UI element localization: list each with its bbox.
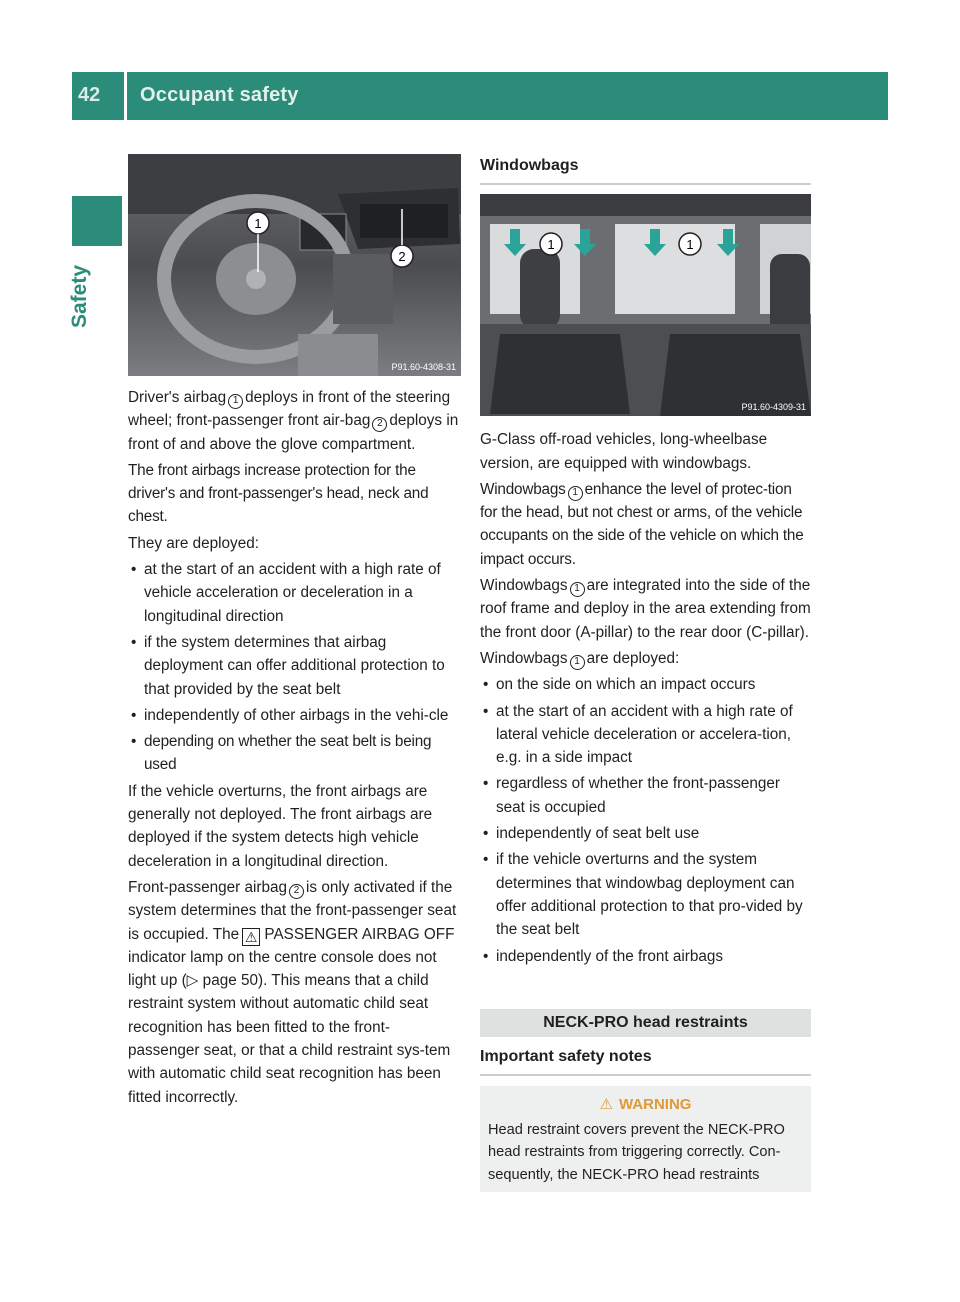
- warning-box: [480, 1086, 811, 1192]
- list-item: • independently of seat belt use: [480, 822, 811, 845]
- windowbags-image: [480, 194, 811, 416]
- neck-pro-heading: NECK-PRO head restraints: [480, 1009, 811, 1037]
- deploy-conditions-list: [128, 558, 461, 777]
- page-title: Occupant safety: [140, 84, 299, 106]
- paragraph: G-Class off-road vehicles, long-wheelbase version, are equipped with windowbags.: [480, 431, 768, 472]
- warning-triangle-icon: ⚠: [599, 1096, 613, 1114]
- paragraph: They are deployed:: [128, 534, 259, 552]
- header-divider: [124, 72, 127, 120]
- right-column: [480, 154, 811, 1192]
- paragraph: The front airbags increase protection for the driver's and front-passenger's head, neck and chest.: [128, 461, 429, 526]
- list-item: • independently of the front airbags: [480, 945, 811, 968]
- callout-1-label: 1: [254, 216, 262, 231]
- callout-2: 2: [289, 884, 304, 899]
- list-item: • if the vehicle overturns and the system determines that windowbag deployment can offer additional protection to that pro-vided by the seat belt: [480, 848, 811, 941]
- paragraph: Driver's airbag 1 deploys in front of the steering wheel; front-passenger front air-bag 2 deploys in front of and above the glove compartment.: [128, 389, 459, 453]
- callout-1-label: 1: [547, 237, 555, 253]
- list-item: • independently of other airbags in the vehi-cle: [128, 704, 461, 727]
- callout-2-label: 2: [398, 249, 406, 264]
- page-number: 42: [78, 84, 101, 106]
- left-column: [128, 154, 461, 1109]
- callout-1: 1: [570, 655, 585, 670]
- callout-1: 1: [568, 486, 583, 501]
- paragraph: Front-passenger airbag 2 is only activated if the system determines that the front-passenger seat is occupied. The ⚠ PASSENGER AIRBAG OFF indicator lamp on the centre console does not light up (▷ page 50). This means that a child restraint system without automatic child seat recognition has been fitted to the front-passenger seat, or that a child restraint sys-tem with automatic child seat recognition has been fitted incorrectly.: [128, 878, 457, 1106]
- list-item: • regardless of whether the front-passenger seat is occupied: [480, 772, 811, 819]
- warning-text: Head restraint covers prevent the NECK-PRO head restraints from triggering correctly. Con-sequently, the NECK-PRO head restraints: [488, 1121, 785, 1183]
- warning-label: WARNING: [618, 1096, 692, 1114]
- list-item: • if the system determines that airbag deployment can offer additional protection to that provided by the seat belt: [128, 631, 461, 701]
- windowbag-deploy-list: [480, 673, 811, 968]
- callout-1: 1: [570, 582, 585, 597]
- windowbags-heading: Windowbags: [480, 154, 811, 185]
- callout-1: 1: [228, 394, 243, 409]
- warning-header: [488, 1094, 803, 1117]
- section-tab-marker: [72, 196, 122, 246]
- list-item: • depending on whether the seat belt is being used: [128, 730, 461, 777]
- dashboard-airbag-image: [128, 154, 461, 376]
- page-ref-arrow-icon: ▷: [186, 972, 199, 990]
- page-reference-link[interactable]: page 50). This means that a child restraint system without automatic child seat recognition has been fitted to the front-passenger seat, or that a child restraint sys-tem with automatic child seat recognition has been fitted incorrectly.: [128, 972, 451, 1106]
- image-code: P91.60-4308-31: [391, 362, 456, 372]
- passenger-airbag-off-icon: ⚠: [242, 928, 260, 946]
- section-tab-label: Safety: [68, 264, 91, 328]
- list-item: • at the start of an accident with a high rate of vehicle acceleration or deceleration in a longitudinal direction: [128, 558, 461, 628]
- list-item: • on the side on which an impact occurs: [480, 673, 811, 696]
- image-code: P91.60-4309-31: [741, 402, 806, 413]
- paragraph: If the vehicle overturns, the front airbags are generally not deployed. The front airbags are deployed if the system detects high vehicle deceleration in a longitudinal direction.: [128, 782, 433, 870]
- callout-2: 2: [372, 417, 387, 432]
- paragraph: Windowbags 1 are integrated into the side of the roof frame and deploy in the area extending from the front door (A-pillar) to the rear door (C-pillar).: [480, 577, 811, 641]
- paragraph: Windowbags 1 enhance the level of protec-tion for the head, but not chest or arms, of the vehicle occupants on the side of the vehicle on which the impact occurs.: [480, 480, 804, 568]
- list-item: • at the start of an accident with a high rate of lateral vehicle deceleration or accelera-tion, e.g. in a side impact: [480, 700, 811, 770]
- callout-1-label: 1: [686, 237, 694, 253]
- paragraph: Windowbags 1 are deployed:: [480, 647, 811, 670]
- important-safety-notes-heading: Important safety notes: [480, 1037, 811, 1076]
